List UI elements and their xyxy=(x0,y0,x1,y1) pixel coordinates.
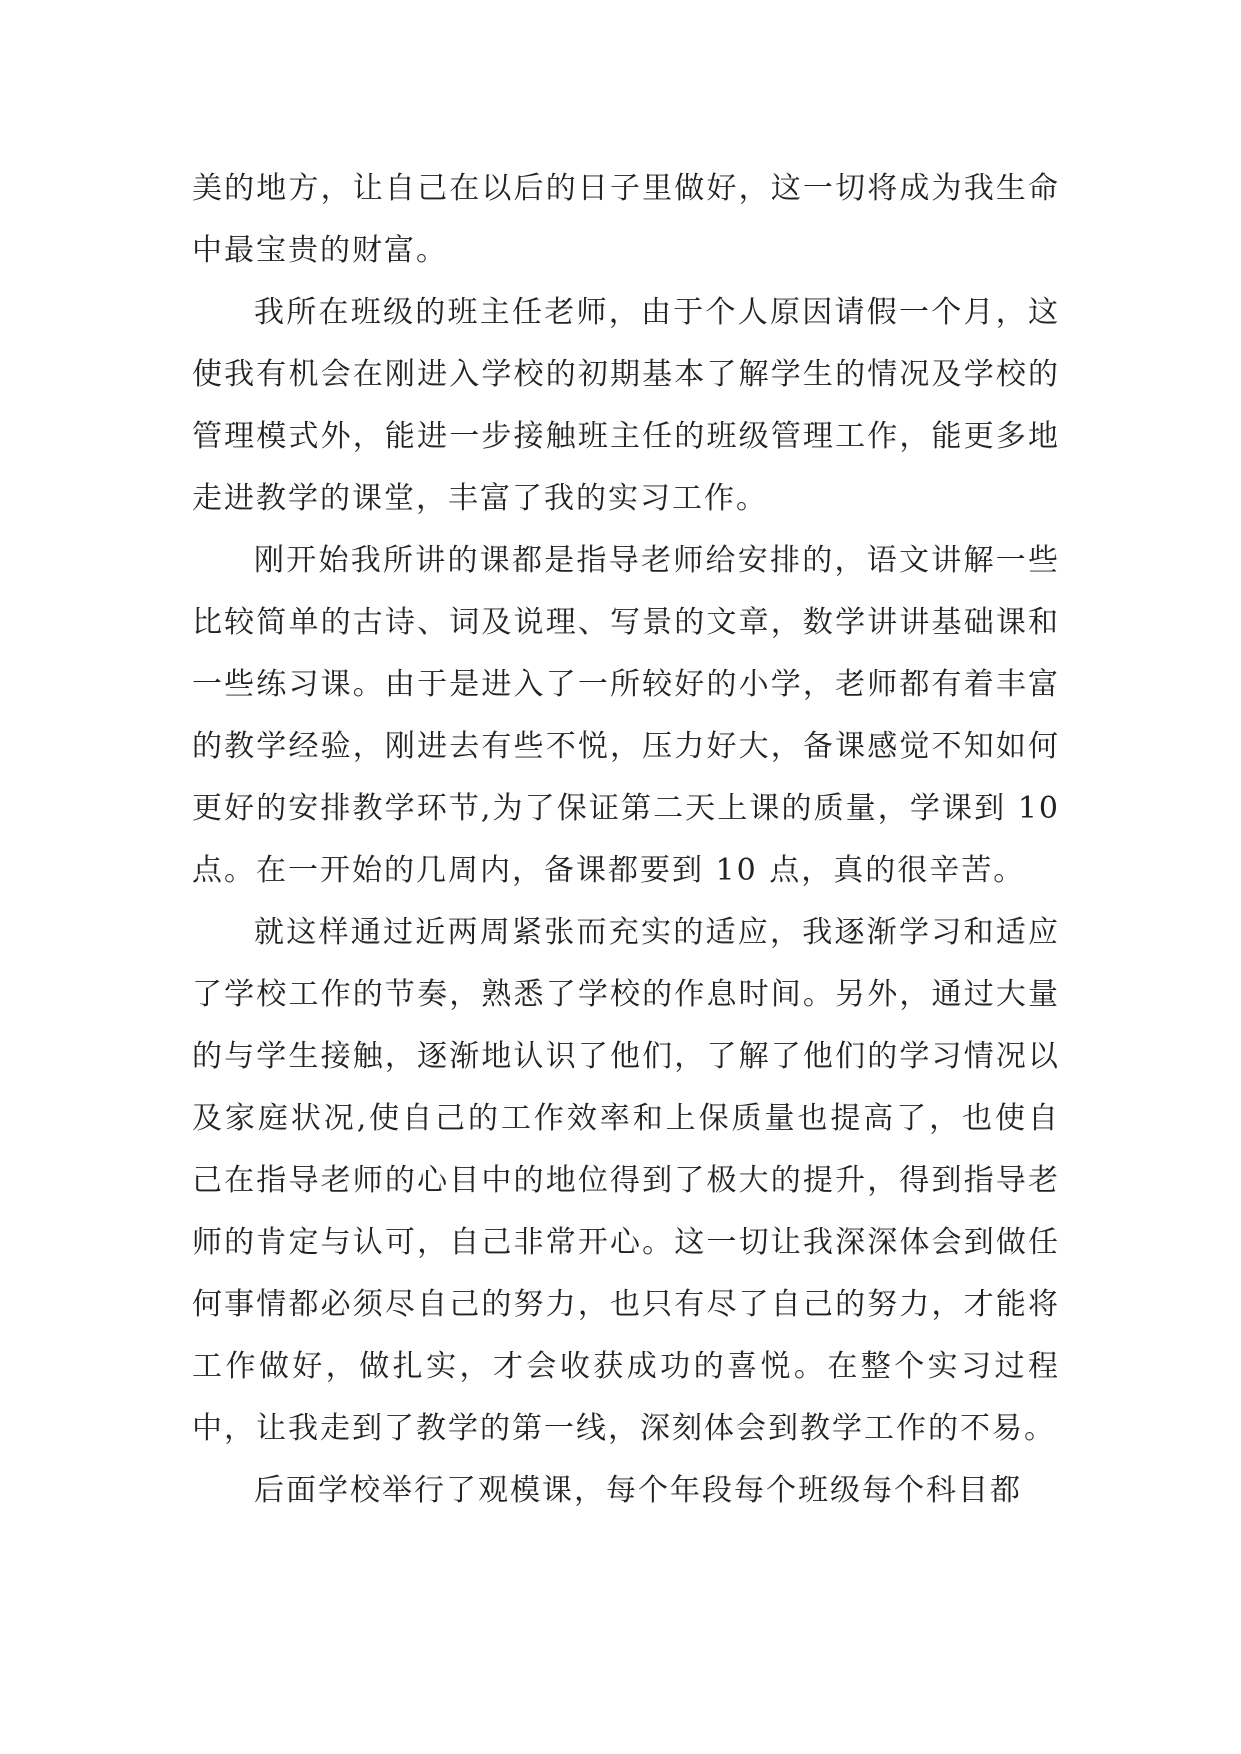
paragraph-head-teacher: 我所在班级的班主任老师，由于个人原因请假一个月，这使我有机会在刚进入学校的初期基本了解学生的情况及学校的管理模式外，能进一步接触班主任的班级管理工作，能更多地走进教学的课堂，丰富了我的实习工作。 xyxy=(192,295,1060,516)
paragraph-first-lessons: 刚开始我所讲的课都是指导老师给安排的，语文讲解一些比较简单的古诗、词及说理、写景的文章，数学讲讲基础课和一些练习课。由于是进入了一所较好的小学，老师都有着丰富的教学经验，刚进去有些不悦，压力好大，备课感觉不知如何更好的安排教学环节,为了保证第二天上课的质量，学课到 10 点。在一开始的几周内，备课都要到 10 点，真的很辛苦。 xyxy=(192,543,1060,888)
paragraph-adaptation: 就这样通过近两周紧张而充实的适应，我逐渐学习和适应了学校工作的节奏，熟悉了学校的作息时间。另外，通过大量的与学生接触，逐渐地认识了他们，了解了他们的学习情况以及家庭状况,使自己的工作效率和上保质量也提高了，也使自己在指导老师的心目中的地位得到了极大的提升，得到指导老师的肯定与认可，自己非常开心。这一切让我深深体会到做任何事情都必须尽自己的努力，也只有尽了自己的努力，才能将工作做好，做扎实，才会收获成功的喜悦。在整个实习过程中，让我走到了教学的第一线，深刻体会到教学工作的不易。 xyxy=(192,915,1060,1446)
body-text xyxy=(192,158,1060,1522)
paragraph-continuation: 美的地方，让自己在以后的日子里做好，这一切将成为我生命中最宝贵的财富。 xyxy=(192,171,1060,268)
paragraph-model-class: 后面学校举行了观模课，每个年段每个班级每个科目都 xyxy=(254,1473,1022,1508)
